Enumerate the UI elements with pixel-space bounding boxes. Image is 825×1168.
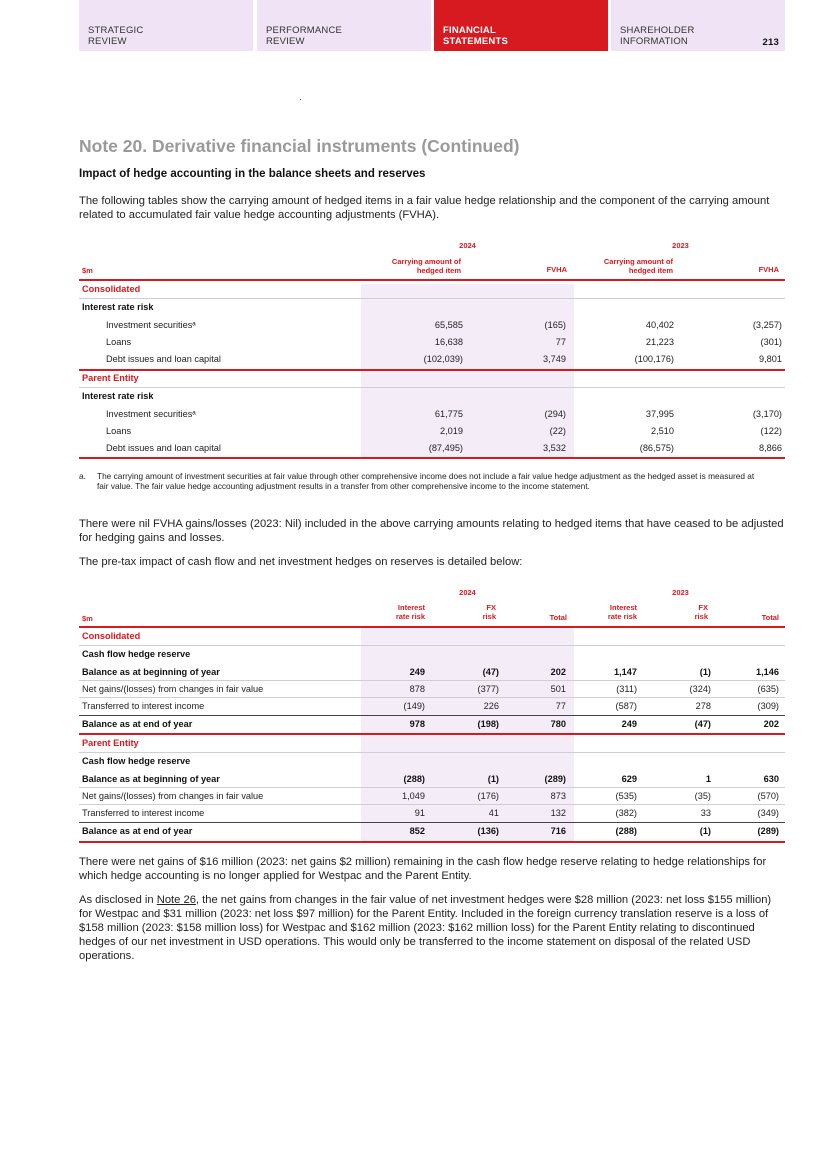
year-2023-header: 2023: [672, 241, 689, 250]
total-2023: (309): [757, 701, 779, 711]
table-row: [79, 664, 785, 681]
interest-rate-2024: 852: [409, 826, 425, 836]
interest-rate-2023: (288): [615, 826, 637, 836]
row-label: Transferred to interest income: [82, 701, 205, 711]
fx-2023-header: [695, 604, 708, 621]
fx-2024-header: [483, 604, 496, 621]
fvha-2024: (22): [549, 426, 566, 436]
fx-2024: (136): [477, 826, 499, 836]
row-label: Balance as at end of year: [82, 719, 193, 729]
subsection-row: [79, 646, 785, 663]
carrying-2023: 37,995: [645, 409, 674, 419]
row-label: Loans: [106, 426, 132, 436]
subsection-label: Interest rate risk: [82, 391, 154, 401]
total-2024: 132: [550, 808, 566, 818]
interest-rate-2024: 878: [409, 684, 425, 694]
row-label: Investment securitiesᵃ: [106, 320, 196, 330]
carrying-2024-header: [392, 258, 461, 275]
footnote: [79, 471, 759, 491]
total-2023: 1,146: [756, 667, 779, 677]
interest-rate-2024-header: [396, 604, 425, 621]
fx-2024: 226: [483, 701, 499, 711]
header-line: risk: [694, 611, 708, 621]
tab-label: PERFORMANCE: [266, 25, 343, 36]
paragraph-text: , the net gains from changes in the fair value of net investment hedges were $28 million (2023: net loss $155 million) for Westpac and $31 million (2023: net loss $97 million) for the Parent Entity. Included in the foreign currency translation reserve is a loss of $158 million (2023: $158 million loss) for Westpac and $162 million (2023: $162 million loss) for the Parent Entity relating to discontinued hedges of our net investment in USD operations. This would only be transferred to the income statement on disposal of the related USD operations.: [79, 894, 772, 962]
tab-label: STATEMENTS: [443, 36, 508, 47]
fx-2023: (1): [699, 667, 711, 677]
section-heading: Impact of hedge accounting in the balance sheets and reserves: [79, 168, 426, 180]
interest-rate-2024: 91: [414, 808, 425, 818]
row-label: Net gains/(losses) from changes in fair value: [82, 791, 264, 801]
section-row: [79, 628, 785, 645]
table-row: [79, 805, 785, 822]
fx-2024: (198): [477, 719, 499, 729]
subsection-row: [79, 299, 785, 316]
fx-2023: 278: [695, 701, 711, 711]
table-row: [79, 406, 785, 423]
total-2024: 780: [550, 719, 566, 729]
header-line: FX: [698, 603, 708, 612]
carrying-2024: (87,495): [428, 443, 463, 453]
net-gains-paragraph: There were net gains of $16 million (2023: net gains $2 million) remaining in the cash flow hedge reserve relating to hedge relationships for which hedge accounting is no longer applied for Westpac and the Parent Entity.: [79, 856, 767, 882]
header-line: risk: [482, 611, 496, 621]
note-26-link[interactable]: Note 26: [156, 894, 196, 906]
total-2024: 873: [550, 791, 566, 801]
fvha-2023: (3,257): [752, 320, 782, 330]
tab-label: REVIEW: [266, 36, 305, 47]
tab-shareholder-information[interactable]: [611, 0, 785, 51]
fx-2023: (324): [689, 684, 711, 694]
table-row: [79, 771, 785, 788]
total-2024-header: Total: [549, 613, 567, 622]
fvha-2023: (3,170): [752, 409, 782, 419]
tab-label: REVIEW: [88, 36, 127, 47]
table-row: [79, 716, 785, 733]
net-investment-hedges-paragraph: [79, 893, 785, 963]
interest-rate-2024: (149): [403, 701, 425, 711]
interest-rate-2024: 1,049: [402, 791, 425, 801]
page-number: 213: [762, 37, 779, 48]
interest-rate-2023: 1,147: [614, 667, 637, 677]
interest-rate-2023: (382): [615, 808, 637, 818]
fvha-2024: 3,532: [543, 443, 566, 453]
section-label: Parent Entity: [82, 738, 139, 748]
cash-flow-hedge-reserve-table: [79, 580, 785, 844]
table-row: [79, 698, 785, 715]
carrying-2023: 2,510: [651, 426, 674, 436]
interest-rate-2023: (587): [615, 701, 637, 711]
carrying-2024: (102,039): [423, 354, 463, 364]
tab-label: SHAREHOLDER: [620, 25, 695, 36]
header-line: hedged item: [628, 265, 673, 275]
header-line: Interest: [397, 603, 425, 612]
table-row: [79, 351, 785, 368]
row-label: Investment securitiesᵃ: [106, 409, 196, 419]
subsection-row: [79, 388, 785, 405]
fx-2023: 33: [700, 808, 711, 818]
total-2024: 501: [550, 684, 566, 694]
fvha-2023-header: FVHA: [758, 265, 779, 274]
fvha-2024-header: FVHA: [546, 265, 567, 274]
total-2023: (570): [757, 791, 779, 801]
total-2024: 202: [550, 667, 566, 677]
header-line: rate risk: [607, 611, 637, 621]
row-label: Balance as at beginning of year: [82, 667, 220, 677]
row-label: Debt issues and loan capital: [106, 354, 221, 364]
top-navigation: [79, 0, 785, 51]
fx-2024: (377): [477, 684, 499, 694]
section-row: [79, 735, 785, 752]
fvha-2024: (165): [544, 320, 566, 330]
year-2024-header: 2024: [459, 241, 476, 250]
carrying-2024: 65,585: [434, 320, 463, 330]
fx-2024: (47): [482, 667, 499, 677]
year-2024-header: 2024: [459, 588, 476, 597]
fvha-2023: 9,801: [759, 354, 782, 364]
pretax-paragraph: The pre-tax impact of cash flow and net investment hedges on reserves is detailed below:: [79, 556, 523, 568]
tab-strategic-review[interactable]: [79, 0, 253, 51]
table-row: [79, 823, 785, 840]
row-label: Loans: [106, 337, 132, 347]
nil-fvha-paragraph: There were nil FVHA gains/losses (2023: Nil) included in the above carrying amounts relating to hedged items that have ceased to be adjusted for hedging gains and losses.: [79, 518, 784, 544]
fvha-2023: (122): [760, 426, 782, 436]
header-line: Interest: [609, 603, 637, 612]
section-label: Consolidated: [82, 631, 141, 641]
carrying-2023: 40,402: [645, 320, 674, 330]
total-2023: 202: [763, 719, 779, 729]
total-2023: (635): [757, 684, 779, 694]
fvha-2024: (294): [544, 409, 566, 419]
table-row: [79, 334, 785, 351]
year-2023-header: 2023: [672, 588, 689, 597]
interest-rate-2023: 629: [621, 774, 637, 784]
tab-performance-review[interactable]: [257, 0, 431, 51]
paragraph-text: As disclosed in: [79, 894, 157, 906]
total-2024: 77: [555, 701, 566, 711]
section-row: [79, 281, 785, 298]
row-label: Debt issues and loan capital: [106, 443, 221, 453]
fvha-2023: (301): [760, 337, 782, 347]
carrying-2024: 61,775: [434, 409, 463, 419]
unit-header: $m: [82, 266, 93, 275]
fx-2023: (35): [694, 791, 711, 801]
unit-header: $m: [82, 614, 93, 623]
fx-2024: (1): [487, 774, 499, 784]
fx-2023: (47): [694, 719, 711, 729]
interest-rate-2024: 249: [409, 667, 425, 677]
interest-rate-2023: 249: [621, 719, 637, 729]
table-row: [79, 317, 785, 334]
fvha-2024: 77: [555, 337, 566, 347]
fvha-2024: 3,749: [543, 354, 566, 364]
intro-paragraph: The following tables show the carrying amount of hedged items in a fair value hedge relationship and the component of the carrying amount related to accumulated fair value hedge accounting adjustments (FVHA).: [79, 195, 770, 221]
row-label: Transferred to interest income: [82, 808, 205, 818]
interest-rate-2023-header: [608, 604, 637, 621]
header-line: hedged item: [416, 265, 461, 275]
fair-value-hedge-table: [79, 232, 785, 458]
subsection-label: Cash flow hedge reserve: [82, 756, 191, 766]
carrying-2023: (100,176): [634, 354, 674, 364]
note-title: Note 20. Derivative financial instruments (Continued): [79, 136, 520, 156]
fx-2023: (1): [699, 826, 711, 836]
header-line: rate risk: [395, 611, 425, 621]
row-label: Balance as at beginning of year: [82, 774, 220, 784]
table-row: [79, 423, 785, 440]
interest-rate-2023: (311): [616, 684, 637, 694]
footnote-label: a.: [79, 471, 86, 481]
interest-rate-2024: 978: [409, 719, 425, 729]
carrying-2023: 21,223: [645, 337, 674, 347]
carrying-2023-header: [604, 258, 673, 275]
fx-2024: 41: [488, 808, 499, 818]
fx-2024: (176): [477, 791, 499, 801]
carrying-2023: (86,575): [639, 443, 674, 453]
tab-label: FINANCIAL: [443, 25, 496, 36]
subsection-label: Cash flow hedge reserve: [82, 649, 191, 659]
table-row: [79, 681, 785, 698]
fvha-2023: 8,866: [759, 443, 782, 453]
interest-rate-2024: (288): [403, 774, 425, 784]
header-line: FX: [486, 603, 496, 612]
subsection-row: [79, 753, 785, 770]
table-row: [79, 440, 785, 457]
tab-label: STRATEGIC: [88, 25, 144, 36]
row-label: Net gains/(losses) from changes in fair value: [82, 684, 264, 694]
total-2023: (289): [757, 826, 779, 836]
carrying-2024: 2,019: [440, 426, 463, 436]
subsection-label: Interest rate risk: [82, 302, 154, 312]
tab-financial-statements[interactable]: [434, 0, 608, 51]
fx-2023: 1: [705, 774, 711, 784]
total-2024: 716: [550, 826, 566, 836]
carrying-2024: 16,638: [434, 337, 463, 347]
total-2023: 630: [763, 774, 779, 784]
row-label: Balance as at end of year: [82, 826, 193, 836]
header-line: Carrying amount of: [603, 257, 673, 266]
section-label: Consolidated: [82, 284, 141, 294]
total-2023-header: Total: [761, 613, 779, 622]
total-2024: (289): [544, 774, 566, 784]
table-bottom-rule: [79, 841, 785, 843]
tab-label: INFORMATION: [620, 36, 688, 47]
footnote-text: The carrying amount of investment securities at fair value through other comprehensive income does not include a fair value hedge adjustment as the hedged asset is measured at fair value. The fair value hedge accounting adjustment results in a transfer from other comprehensive income to the income statement.: [97, 471, 755, 491]
header-line: Carrying amount of: [391, 257, 461, 266]
section-row: [79, 370, 785, 387]
interest-rate-2023: (535): [615, 791, 637, 801]
total-2023: (349): [757, 808, 779, 818]
section-label: Parent Entity: [82, 373, 139, 383]
stray-dot: [300, 99, 301, 100]
table-row: [79, 788, 785, 805]
table-bottom-rule: [79, 457, 785, 459]
